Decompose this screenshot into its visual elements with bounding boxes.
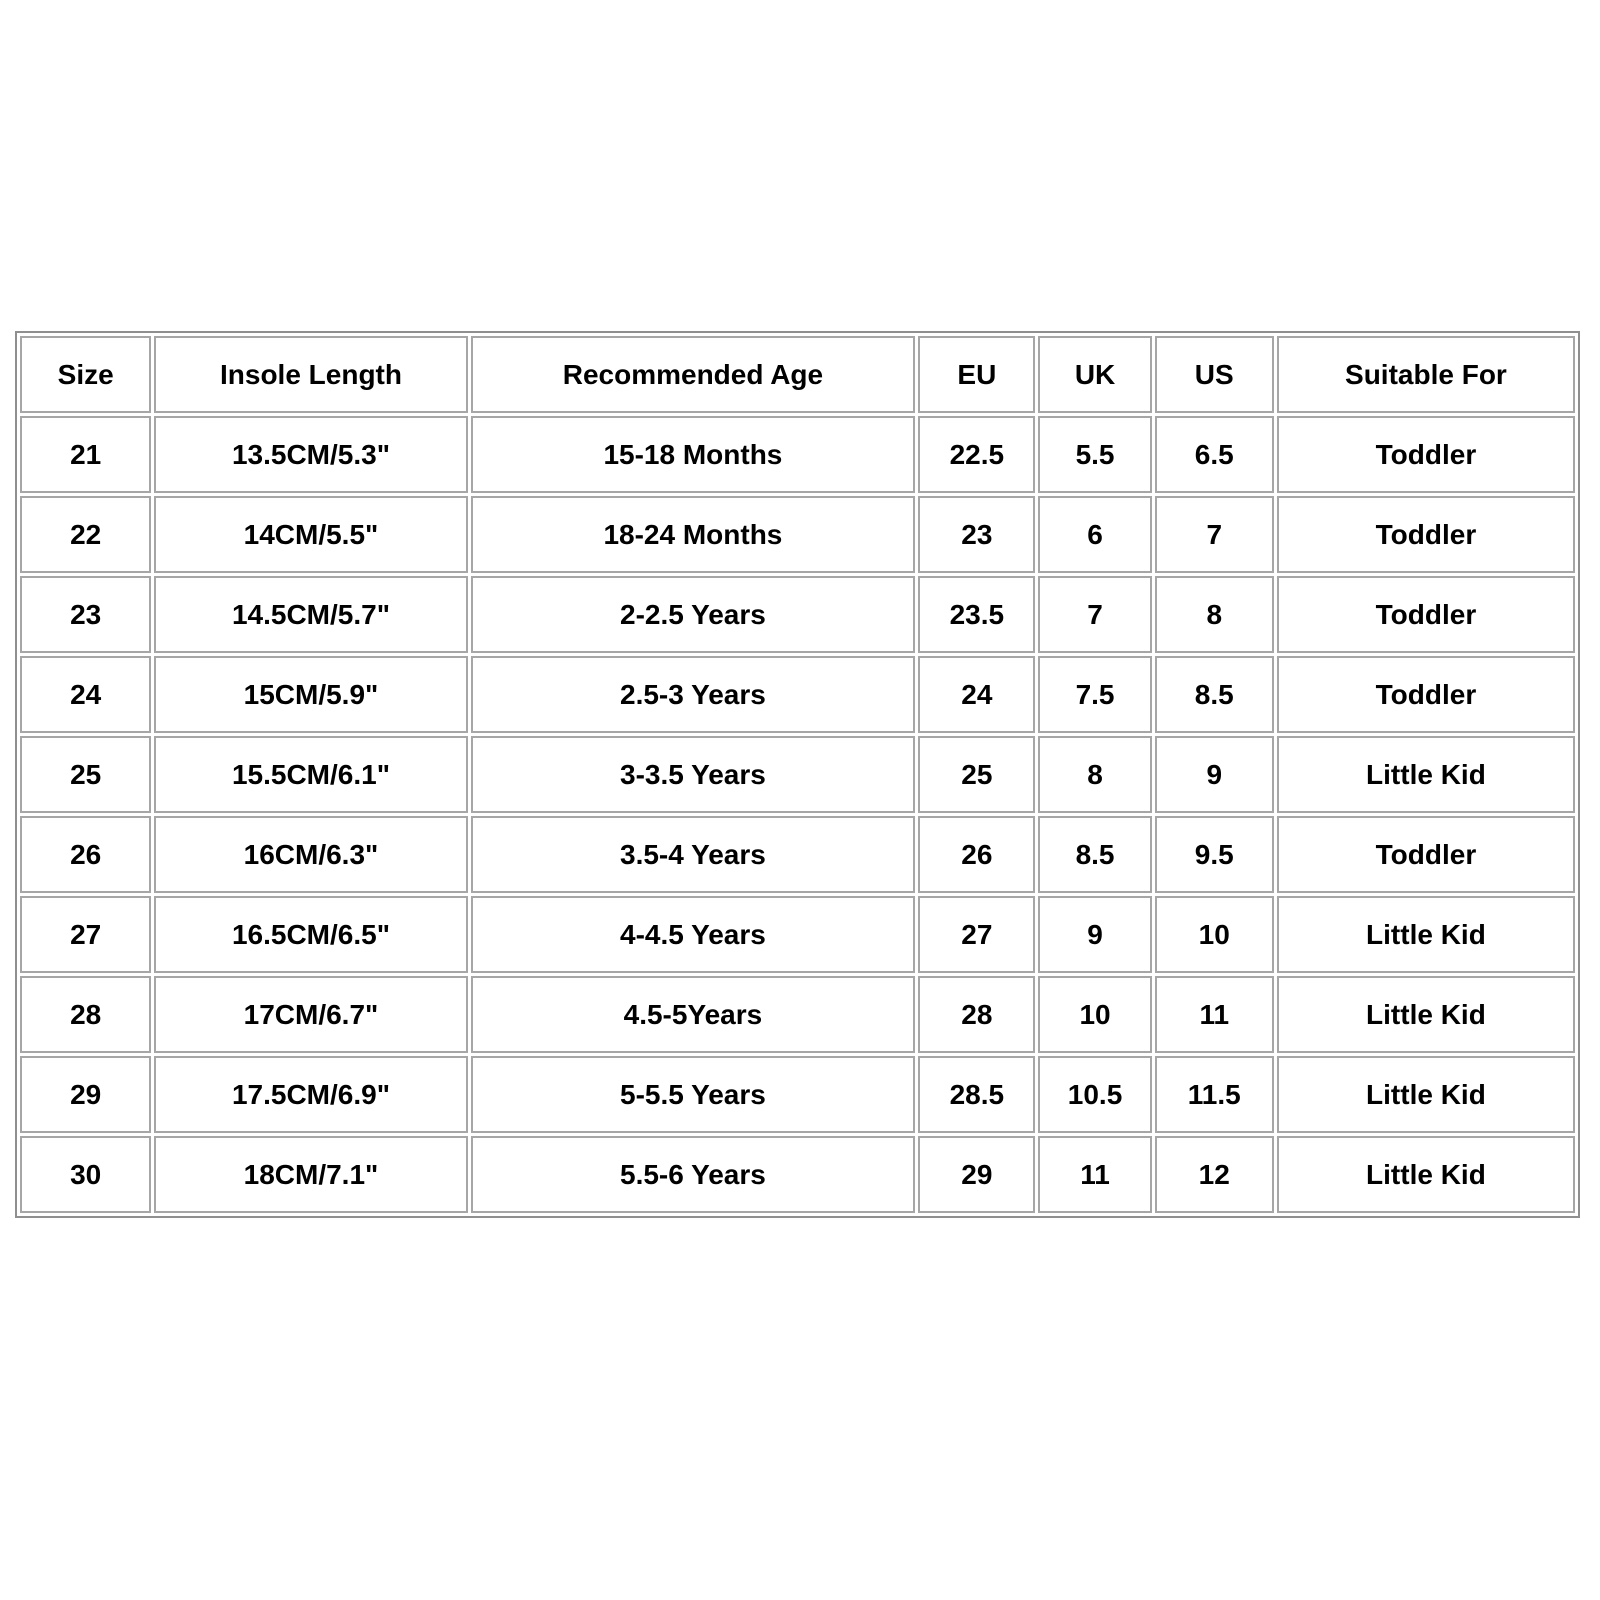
column-header: UK: [1038, 336, 1151, 413]
table-cell: 25: [918, 736, 1035, 813]
column-header: EU: [918, 336, 1035, 413]
table-cell: 22: [20, 496, 151, 573]
table-cell: 10: [1155, 896, 1274, 973]
table-cell: 28: [918, 976, 1035, 1053]
table-cell: 16.5CM/6.5": [154, 896, 467, 973]
table-cell: 9.5: [1155, 816, 1274, 893]
table-cell: 30: [20, 1136, 151, 1213]
table-cell: Little Kid: [1277, 1136, 1575, 1213]
table-cell: 3-3.5 Years: [471, 736, 916, 813]
table-row: [20, 416, 1575, 493]
table-cell: 4-4.5 Years: [471, 896, 916, 973]
table-cell: 10.5: [1038, 1056, 1151, 1133]
table-cell: 23.5: [918, 576, 1035, 653]
table-cell: 24: [918, 656, 1035, 733]
table-cell: 27: [918, 896, 1035, 973]
table-cell: 26: [20, 816, 151, 893]
header-row: [20, 336, 1575, 413]
table-cell: 8: [1155, 576, 1274, 653]
table-cell: 2.5-3 Years: [471, 656, 916, 733]
table-cell: Little Kid: [1277, 976, 1575, 1053]
shoe-size-chart-table: [15, 331, 1580, 1218]
table-cell: 5.5-6 Years: [471, 1136, 916, 1213]
table-row: [20, 736, 1575, 813]
table-cell: 15CM/5.9": [154, 656, 467, 733]
table-cell: 22.5: [918, 416, 1035, 493]
table-cell: 26: [918, 816, 1035, 893]
table-cell: 18-24 Months: [471, 496, 916, 573]
table-cell: 28.5: [918, 1056, 1035, 1133]
table-cell: 21: [20, 416, 151, 493]
table-cell: 15-18 Months: [471, 416, 916, 493]
table-cell: 5-5.5 Years: [471, 1056, 916, 1133]
table-cell: 14.5CM/5.7": [154, 576, 467, 653]
column-header: Suitable For: [1277, 336, 1575, 413]
table-header: [20, 336, 1575, 413]
table-cell: 18CM/7.1": [154, 1136, 467, 1213]
table-cell: 5.5: [1038, 416, 1151, 493]
table-row: [20, 976, 1575, 1053]
table-cell: Little Kid: [1277, 896, 1575, 973]
table-cell: 14CM/5.5": [154, 496, 467, 573]
table-cell: 17CM/6.7": [154, 976, 467, 1053]
table-cell: 8.5: [1155, 656, 1274, 733]
table-cell: 11.5: [1155, 1056, 1274, 1133]
table-cell: 27: [20, 896, 151, 973]
table-cell: 12: [1155, 1136, 1274, 1213]
table-row: [20, 1056, 1575, 1133]
table-cell: 2-2.5 Years: [471, 576, 916, 653]
table-cell: 23: [918, 496, 1035, 573]
table-cell: Toddler: [1277, 816, 1575, 893]
table-cell: 11: [1038, 1136, 1151, 1213]
table-cell: 23: [20, 576, 151, 653]
table-row: [20, 896, 1575, 973]
table-row: [20, 1136, 1575, 1213]
table-cell: 11: [1155, 976, 1274, 1053]
table-cell: 7: [1155, 496, 1274, 573]
table-cell: Little Kid: [1277, 736, 1575, 813]
table-body: [20, 416, 1575, 1213]
table-cell: 9: [1155, 736, 1274, 813]
table-cell: 10: [1038, 976, 1151, 1053]
table-cell: Toddler: [1277, 416, 1575, 493]
table-cell: Toddler: [1277, 496, 1575, 573]
table-cell: Little Kid: [1277, 1056, 1575, 1133]
table-cell: 17.5CM/6.9": [154, 1056, 467, 1133]
table-cell: 6: [1038, 496, 1151, 573]
table-cell: Toddler: [1277, 656, 1575, 733]
table-cell: 24: [20, 656, 151, 733]
column-header: Recommended Age: [471, 336, 916, 413]
column-header: Size: [20, 336, 151, 413]
table-cell: 29: [918, 1136, 1035, 1213]
table-row: [20, 496, 1575, 573]
table-cell: Toddler: [1277, 576, 1575, 653]
table-row: [20, 656, 1575, 733]
table-cell: 8.5: [1038, 816, 1151, 893]
table-cell: 4.5-5Years: [471, 976, 916, 1053]
table-cell: 15.5CM/6.1": [154, 736, 467, 813]
table-cell: 16CM/6.3": [154, 816, 467, 893]
table-cell: 25: [20, 736, 151, 813]
table-cell: 6.5: [1155, 416, 1274, 493]
table-cell: 7: [1038, 576, 1151, 653]
table-cell: 8: [1038, 736, 1151, 813]
table-row: [20, 576, 1575, 653]
table-cell: 7.5: [1038, 656, 1151, 733]
table-cell: 29: [20, 1056, 151, 1133]
column-header: US: [1155, 336, 1274, 413]
column-header: Insole Length: [154, 336, 467, 413]
table-cell: 9: [1038, 896, 1151, 973]
table-cell: 3.5-4 Years: [471, 816, 916, 893]
table-row: [20, 816, 1575, 893]
table-cell: 28: [20, 976, 151, 1053]
table-cell: 13.5CM/5.3": [154, 416, 467, 493]
